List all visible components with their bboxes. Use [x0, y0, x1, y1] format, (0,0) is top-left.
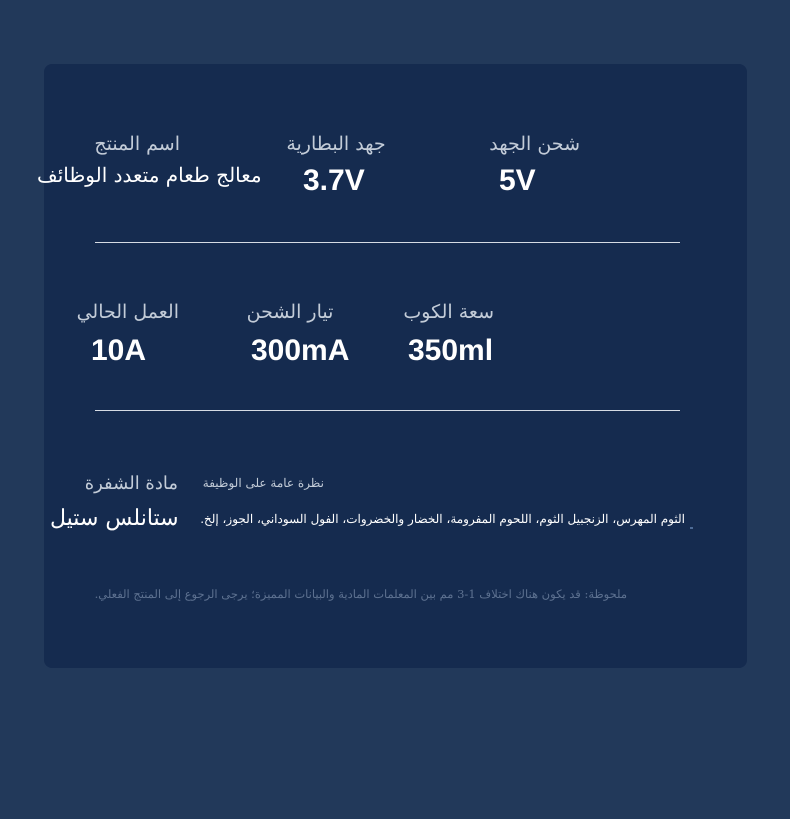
divider-top — [95, 242, 680, 243]
disclaimer-note: ملحوظة: قد يكون هناك اختلاف 1-3 مم بين المعلمات المادية والبيانات المميزة؛ يرجى الرجوع إلى المنتج الفعلي. — [94, 587, 627, 601]
charging-voltage-value: 5V — [499, 164, 536, 197]
blade-material-value: ستانلس ستيل — [50, 506, 179, 531]
cup-capacity-value: 350ml — [408, 334, 494, 367]
blade-material-label: مادة الشفرة — [84, 473, 178, 494]
product-name-value: معالج طعام متعدد الوظائف — [37, 163, 262, 187]
battery-voltage-label: جهد البطارية — [286, 133, 386, 155]
charging-current-label: تيار الشحن — [246, 301, 334, 323]
function-overview-label: نظرة عامة على الوظيفة — [202, 476, 324, 490]
function-overview-text: الثوم المهرس، الزنجبيل الثوم، اللحوم المفرومة، الخضار والخضروات، الفول السوداني، الجوز، إلخ. — [200, 512, 685, 526]
charging-current-value: 300mA — [251, 334, 350, 367]
working-current-value: 10A — [91, 334, 147, 367]
product-name-label: اسم المنتج — [94, 133, 180, 155]
working-current-label: العمل الحالي — [76, 301, 179, 323]
battery-voltage-value: 3.7V — [303, 164, 365, 197]
decorative-dot — [690, 527, 693, 529]
cup-capacity-label: سعة الكوب — [403, 301, 494, 323]
divider-bottom — [95, 410, 680, 411]
charging-voltage-label: شحن الجهد — [489, 133, 580, 155]
